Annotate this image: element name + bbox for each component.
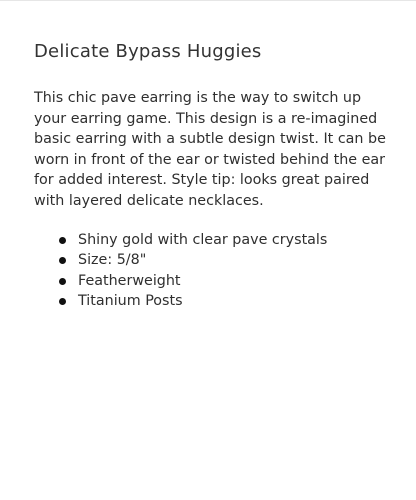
feature-text: Shiny gold with clear pave crystals <box>78 231 328 248</box>
feature-item <box>34 230 394 251</box>
feature-text: Size: 5/8" <box>78 252 147 269</box>
bullet-icon <box>59 298 66 305</box>
product-feature-list <box>34 230 394 312</box>
top-divider <box>0 0 416 1</box>
feature-text: Titanium Posts <box>78 293 183 310</box>
feature-item <box>34 271 394 292</box>
product-description: This chic pave earring is the way to switch up your earring game. This design is a re-imagined basic earring with a subtle design twist. It can be worn in front of the ear or twisted behind the ear for added interest. Style tip: looks great paired with layered delicate necklaces. <box>34 90 386 209</box>
bullet-icon <box>59 257 66 264</box>
product-title: Delicate Bypass Huggies <box>34 41 262 62</box>
feature-item <box>34 250 394 271</box>
bullet-icon <box>59 278 66 285</box>
product-description-section <box>34 34 394 312</box>
feature-text: Featherweight <box>78 272 181 289</box>
bullet-icon <box>59 237 66 244</box>
feature-item <box>34 291 394 312</box>
